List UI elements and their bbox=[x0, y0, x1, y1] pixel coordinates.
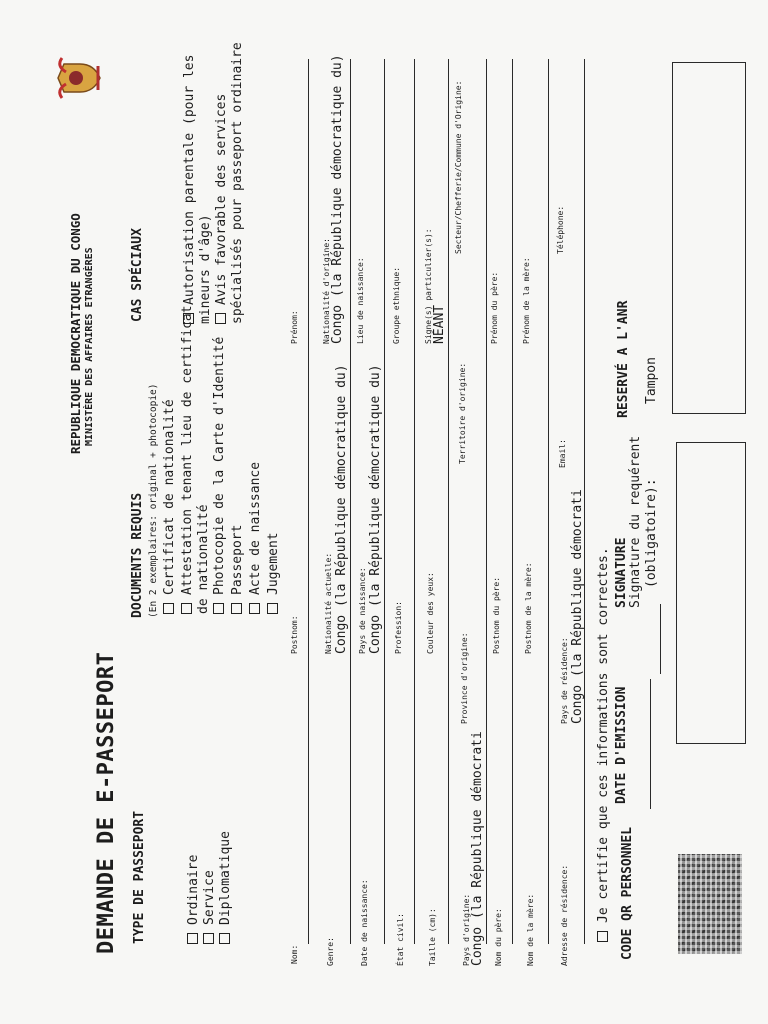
couleur-yeux-label: Couleur des yeux: bbox=[426, 572, 435, 654]
passport-type-heading: TYPE DE PASSEPORT bbox=[132, 810, 147, 944]
special-item-cont: spécialisés pour passeport ordinaire bbox=[230, 42, 245, 324]
pays-naissance-value[interactable]: Congo (la République démocratique du) bbox=[368, 364, 383, 654]
signes-label: Signe(s) particulier(s): bbox=[424, 228, 433, 344]
checkbox[interactable] bbox=[187, 933, 198, 944]
documents-heading: DOCUMENTS REQUIS bbox=[130, 492, 145, 618]
stamp-box bbox=[672, 62, 746, 414]
etat-civil-label: État civil: bbox=[396, 913, 405, 966]
certify-checkbox[interactable] bbox=[597, 931, 608, 942]
special-heading: CAS SPÉCIAUX bbox=[130, 228, 145, 322]
date-emission-heading: DATE D'EMISSION bbox=[614, 686, 629, 804]
genre-label: Genre: bbox=[326, 937, 335, 966]
doc-item[interactable]: Passeport bbox=[230, 525, 245, 614]
doc-item[interactable]: Jugement bbox=[266, 532, 281, 614]
nom-pere-label: Nom du père: bbox=[494, 908, 503, 966]
documents-note: (En 2 exemplaires: original + photocopie) bbox=[148, 383, 159, 618]
email-label: Email: bbox=[558, 439, 567, 468]
signature-heading: SIGNATURE bbox=[614, 537, 629, 608]
secteur-origine-label: Secteur/Chefferie/Commune d'Origine: bbox=[454, 80, 463, 254]
postnom-label: Postnom: bbox=[290, 615, 299, 654]
checkbox[interactable] bbox=[219, 933, 230, 944]
groupe-ethnique-label: Groupe ethnique: bbox=[392, 266, 401, 344]
nationalite-origine-label: Nationalité d'origine: bbox=[322, 238, 331, 344]
telephone-label: Téléphone: bbox=[556, 205, 565, 254]
prenom-label: Prénom: bbox=[290, 310, 299, 344]
reserved-heading: RESERVÉ A L'ANR bbox=[616, 300, 631, 418]
adresse-label: Adresse de résidence: bbox=[560, 864, 569, 966]
pays-residence-label: Pays de résidence: bbox=[560, 637, 569, 724]
nationalite-origine-value[interactable]: Congo (la République démocratique du) bbox=[330, 54, 345, 344]
nationalite-actuelle-value[interactable]: Congo (la République démocratique du) bbox=[334, 364, 349, 654]
doc-item[interactable]: Attestation tenant lieu de certificat bbox=[180, 305, 195, 614]
option-service[interactable]: Service bbox=[202, 870, 217, 944]
date-naissance-label: Date de naissance: bbox=[360, 879, 369, 966]
province-origine-label: Province d'origine: bbox=[460, 632, 469, 724]
coat-of-arms-icon bbox=[52, 52, 104, 104]
certify-checkbox-row[interactable]: Je certifie que ces informations sont correctes. bbox=[596, 547, 611, 942]
prenom-pere-label: Prénom du père: bbox=[490, 271, 499, 344]
special-item[interactable]: Autorisation parentale (pour les bbox=[182, 55, 197, 324]
qr-code bbox=[678, 854, 742, 954]
prenom-mere-label: Prénom de la mère: bbox=[522, 257, 531, 344]
profession-label: Profession: bbox=[394, 601, 403, 654]
pays-origine-value[interactable]: Congo (la République démocrati bbox=[470, 731, 485, 966]
checkbox[interactable] bbox=[203, 933, 214, 944]
nationalite-actuelle-label: Nationalité actuelle: bbox=[324, 552, 333, 654]
tampon-label: Tampon bbox=[644, 357, 659, 404]
doc-item[interactable]: Acte de naissance bbox=[248, 462, 263, 614]
option-diplomatique[interactable]: Diplomatique bbox=[218, 831, 233, 944]
signes-value[interactable]: NEANT bbox=[432, 304, 447, 344]
doc-item[interactable]: Photocopie de la Carte d'Identité bbox=[212, 337, 227, 614]
republic-heading: REPUBLIQUE DEMOCRATIQUE DU CONGO bbox=[68, 213, 83, 454]
special-item-cont: mineurs d'âge) bbox=[198, 214, 213, 324]
nom-mere-label: Nom de la mère: bbox=[526, 893, 535, 966]
qr-code-heading: CODE QR PERSONNEL bbox=[620, 826, 635, 960]
option-ordinaire[interactable]: Ordinaire bbox=[186, 855, 201, 944]
pays-residence-value[interactable]: Congo (la République démocrati bbox=[570, 489, 585, 724]
taille-label: Taille (cm): bbox=[428, 908, 437, 966]
nom-label: Nom: bbox=[290, 944, 299, 964]
doc-item[interactable]: Certificat de nationalité bbox=[162, 399, 177, 614]
postnom-mere-label: Postnom de la mère: bbox=[524, 562, 533, 654]
doc-item-cont: de nationalité bbox=[196, 504, 211, 614]
form-title: DEMANDE DE E-PASSEPORT bbox=[94, 651, 119, 954]
ministry-heading: MINISTÈRE DES AFFAIRES ETRANGÈRES bbox=[84, 247, 95, 446]
postnom-pere-label: Postnom du père: bbox=[492, 576, 501, 654]
territoire-origine-label: Territoire d'origine: bbox=[458, 362, 467, 464]
signature-obligatoire: (obligatoire): bbox=[644, 478, 659, 588]
special-item[interactable]: Avis favorable des services bbox=[214, 94, 229, 324]
pays-naissance-label: Pays de naissance: bbox=[358, 567, 367, 654]
pays-origine-label: Pays d'origine: bbox=[462, 893, 471, 966]
signature-label: Signature du requérent bbox=[628, 435, 643, 608]
signature-box[interactable] bbox=[676, 442, 746, 744]
lieu-naissance-label: Lieu de naissance: bbox=[356, 257, 365, 344]
